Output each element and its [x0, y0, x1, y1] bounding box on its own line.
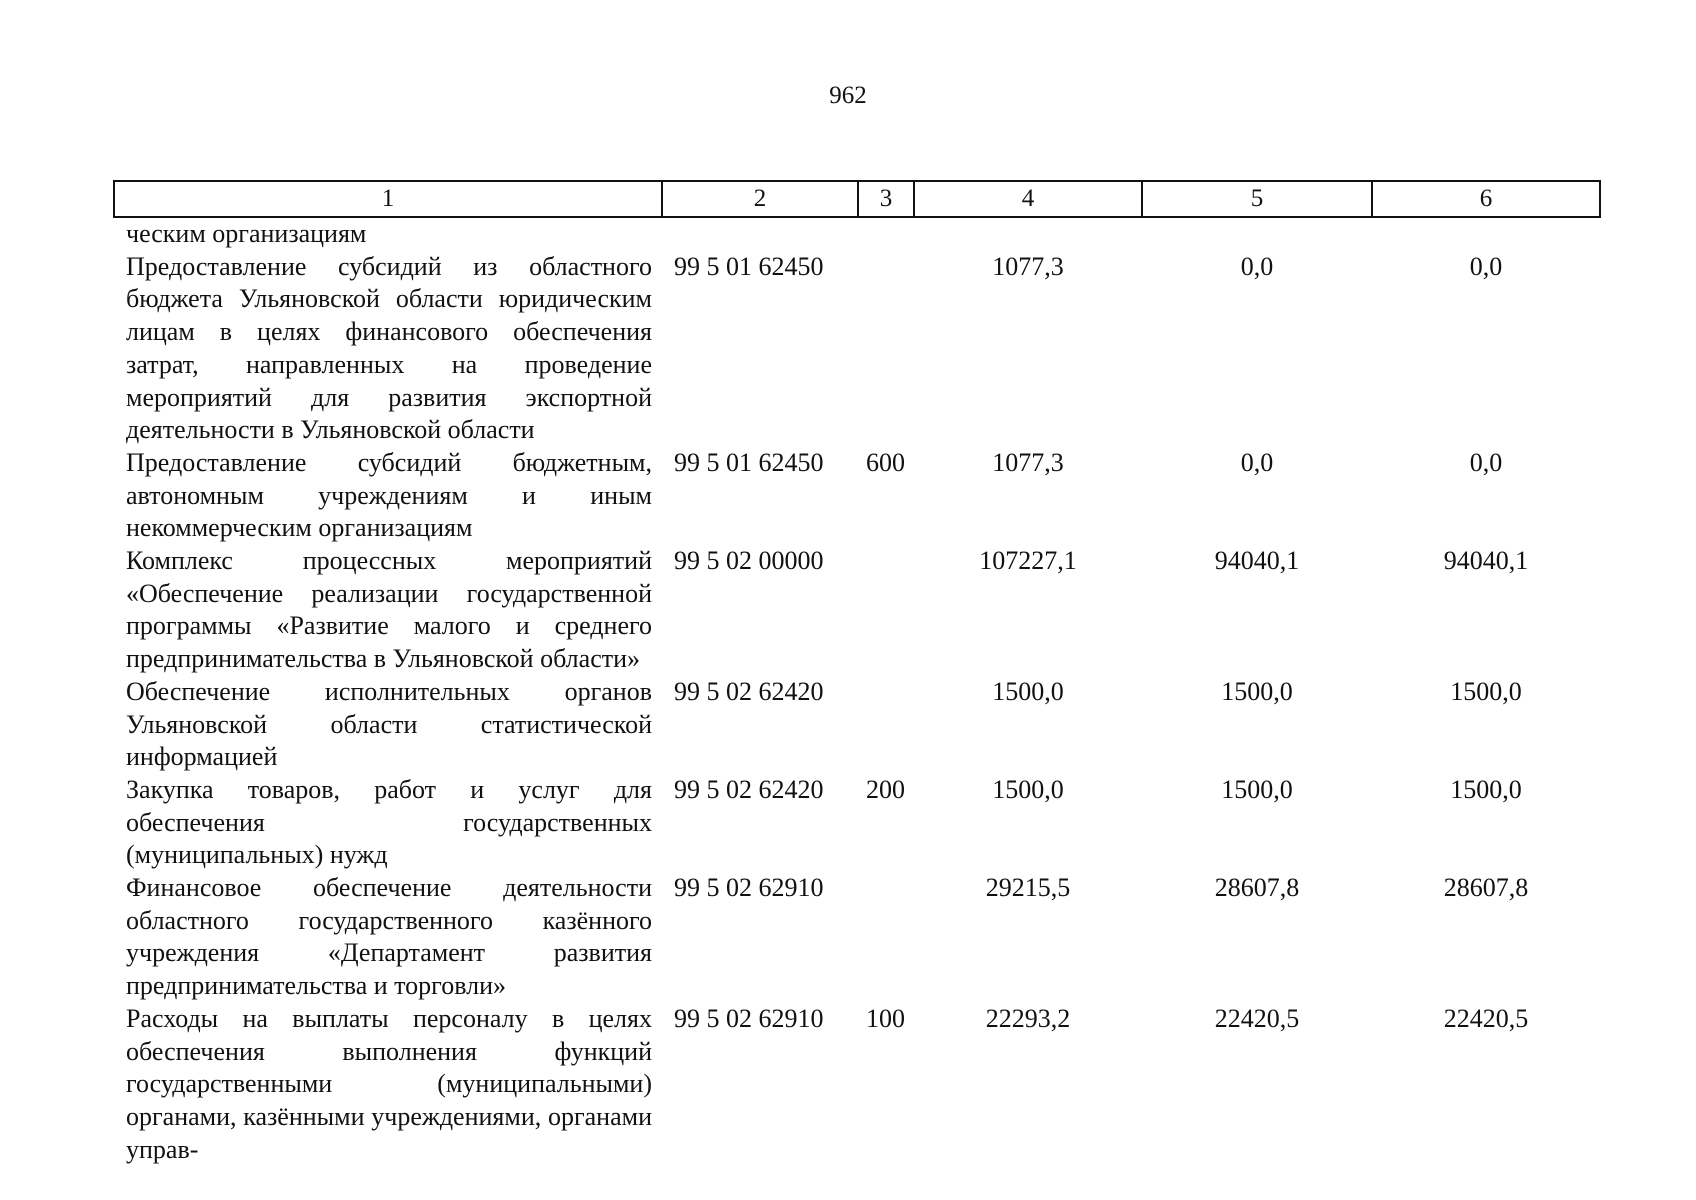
- row-type: [858, 545, 914, 676]
- row-name: Предоставление субсидий из областного бюджета Ульяновской области юридическим лицам в целях финансового обеспечения затрат, направленных на проведение мероприятий для развития экспортной деятельности в Ульяновской области: [126, 251, 652, 445]
- row-value-4: 22293,2: [985, 1003, 1071, 1033]
- row-code: 99 5 01 62450: [674, 447, 824, 477]
- row-value-6: 22420,5: [1443, 1003, 1529, 1033]
- row-type: [858, 217, 914, 251]
- table-row: [114, 545, 1600, 676]
- row-value-5: 1500,0: [1221, 774, 1293, 804]
- row-type: 600: [866, 447, 905, 477]
- table-header: [114, 181, 1600, 217]
- header-col-3: 3: [858, 181, 914, 217]
- row-value-6: 0,0: [1469, 251, 1503, 281]
- row-name: Расходы на выплаты персоналу в целях обеспечения выполнения функций государственными (муниципальными) органами, казёнными учреждениями, органами управ-: [126, 1003, 652, 1164]
- row-code: 99 5 02 62420: [674, 676, 824, 706]
- row-value-4: [914, 217, 1142, 251]
- row-value-5: 22420,5: [1214, 1003, 1300, 1033]
- row-value-6: 28607,8: [1443, 873, 1529, 903]
- row-code: 99 5 02 62910: [674, 1003, 824, 1033]
- header-col-4: 4: [914, 181, 1142, 217]
- row-name: Обеспечение исполнительных органов Ульяновской области статистической информацией: [126, 676, 652, 772]
- row-name: Закупка товаров, работ и услуг для обеспечения государственных (муниципальных) нужд: [126, 774, 652, 870]
- row-name: ческим организациям: [126, 219, 367, 248]
- row-name: Комплекс процессных мероприятий «Обеспечение реализации государственной программы «Развитие малого и среднего предпринимательства в Ульяновской области»: [126, 546, 652, 674]
- row-type: [858, 676, 914, 774]
- row-value-6: 0,0: [1469, 447, 1503, 477]
- table-row: [114, 774, 1600, 872]
- table-row: [114, 676, 1600, 774]
- row-type: 100: [866, 1003, 905, 1033]
- table-row: [114, 447, 1600, 545]
- table-row: [114, 217, 1600, 251]
- row-type: [858, 872, 914, 1003]
- row-value-6: [1372, 217, 1600, 251]
- row-value-4: 1500,0: [992, 676, 1064, 706]
- row-code: 99 5 02 62910: [674, 873, 824, 903]
- page-number: 962: [829, 82, 867, 109]
- table-body: [114, 217, 1600, 1166]
- row-code: 99 5 02 00000: [674, 546, 824, 576]
- row-name: Предоставление субсидий бюджетным, автономным учреждениям и иным некоммерческим организациям: [126, 447, 652, 543]
- row-value-6: 94040,1: [1443, 546, 1529, 576]
- row-value-5: 0,0: [1240, 251, 1274, 281]
- row-type: [858, 251, 914, 447]
- row-code: 99 5 02 62420: [674, 774, 824, 804]
- table-row: [114, 1003, 1600, 1167]
- row-value-5: 94040,1: [1214, 546, 1300, 576]
- row-value-4: 29215,5: [985, 873, 1071, 903]
- row-value-5: [1142, 217, 1372, 251]
- row-value-4: 1077,3: [992, 447, 1064, 477]
- row-code: [662, 217, 858, 251]
- row-type: 200: [866, 774, 905, 804]
- header-col-6: 6: [1372, 181, 1600, 217]
- row-value-5: 1500,0: [1221, 676, 1293, 706]
- budget-table: [113, 180, 1601, 1166]
- header-col-5: 5: [1142, 181, 1372, 217]
- table-row: [114, 872, 1600, 1003]
- row-value-5: 0,0: [1240, 447, 1274, 477]
- header-col-1: 1: [114, 181, 662, 217]
- row-value-4: 1077,3: [992, 251, 1064, 281]
- row-name: Финансовое обеспечение деятельности областного государственного казённого учреждения «Департамент развития предпринимательства и торговли»: [126, 873, 652, 1001]
- header-col-2: 2: [662, 181, 858, 217]
- row-value-6: 1500,0: [1450, 774, 1522, 804]
- header-row: [114, 181, 1600, 217]
- row-code: 99 5 01 62450: [674, 251, 824, 281]
- row-value-4: 107227,1: [979, 546, 1077, 576]
- row-value-4: 1500,0: [992, 774, 1064, 804]
- row-value-6: 1500,0: [1450, 676, 1522, 706]
- table-row: [114, 251, 1600, 447]
- row-value-5: 28607,8: [1214, 873, 1300, 903]
